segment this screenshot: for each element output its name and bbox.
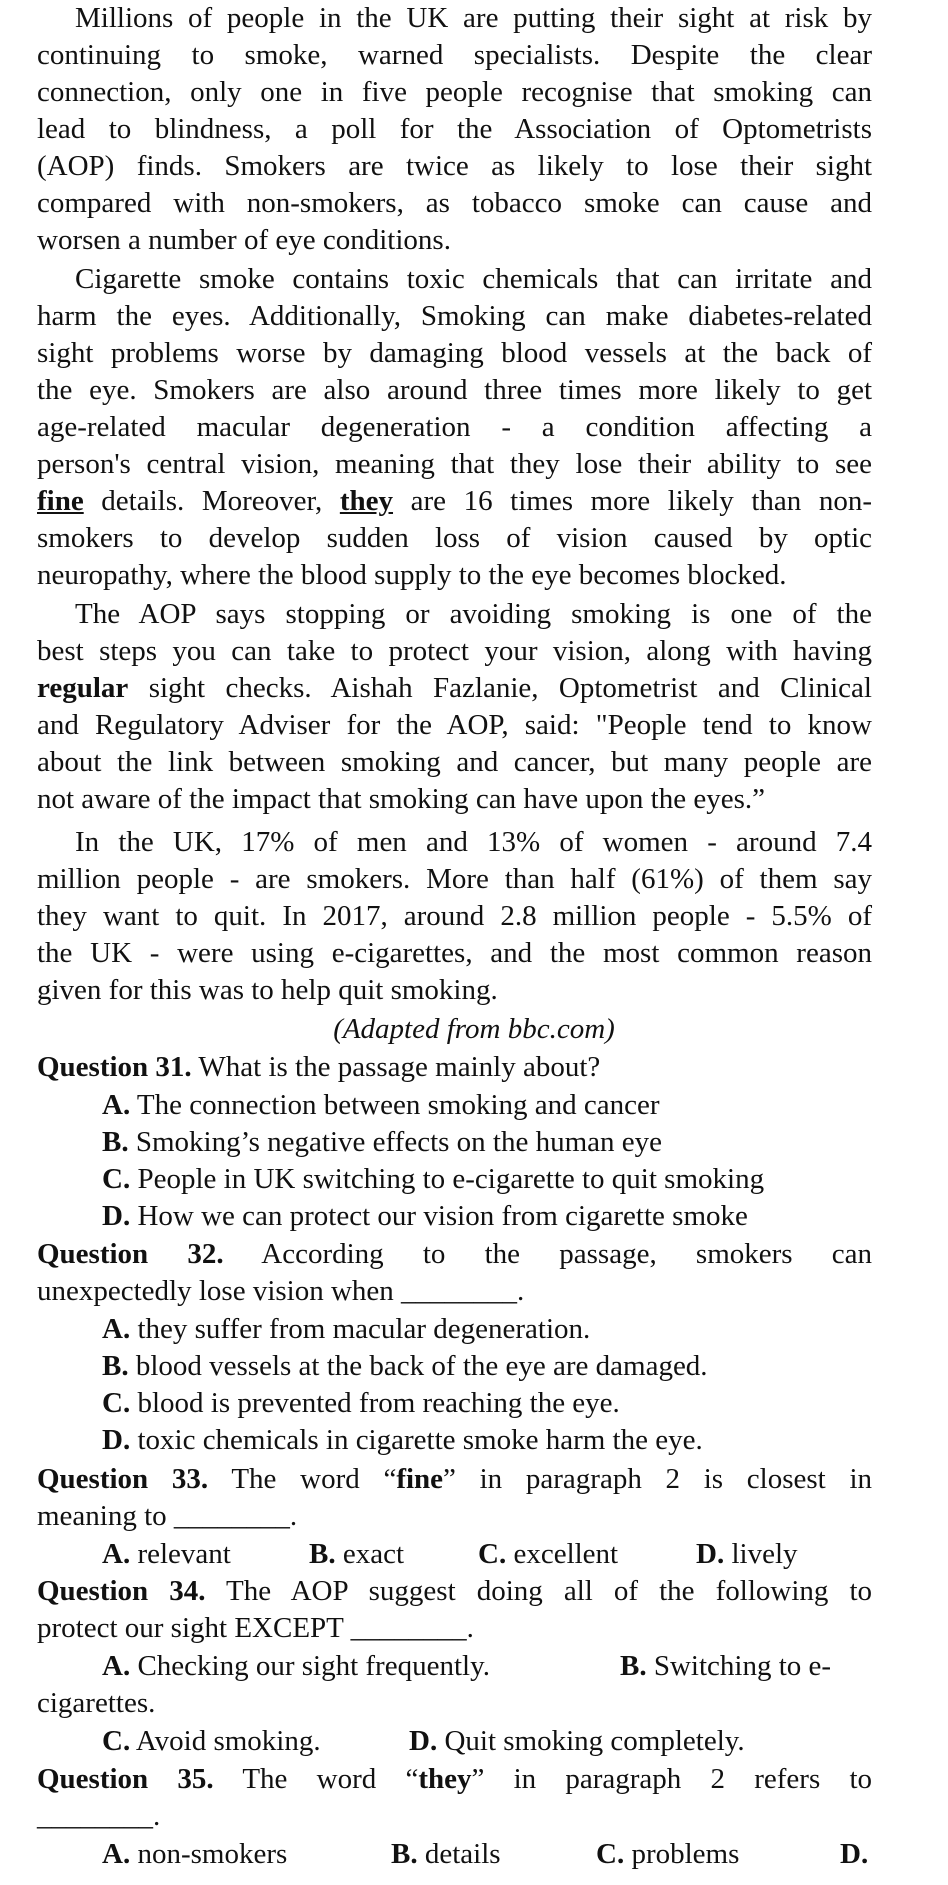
option-b: [102, 1348, 872, 1385]
question-stem: The word “: [208, 1463, 397, 1495]
question-stem: According to the passage, smokers can: [223, 1238, 873, 1270]
passage-line: In the UK, 17% of men and 13% of women - around 7.4: [75, 826, 872, 858]
question-stem-line: ________.: [37, 1800, 161, 1832]
question-35: [37, 1761, 872, 1798]
option-text: The connection between smoking and cancer: [130, 1089, 660, 1121]
passage-line: best steps you can take to protect your vision, along with having: [37, 635, 872, 667]
option-letter: A.: [102, 1838, 131, 1870]
passage-line: they want to quit. In 2017, around 2.8 million people - 5.5% of: [37, 900, 872, 932]
passage-line: the eye. Smokers are also around three times more likely to get: [37, 374, 872, 406]
word-regular: regular: [37, 672, 129, 704]
option-text: blood vessels at the back of the eye are damaged.: [128, 1350, 708, 1382]
option-a: [102, 1648, 490, 1685]
passage-line: given for this was to help quit smoking.: [37, 974, 498, 1006]
option-text: Quit smoking completely.: [437, 1725, 745, 1757]
question-label: Question 33.: [37, 1463, 209, 1495]
passage-line: not aware of the impact that smoking can have upon the eyes.”: [37, 783, 765, 815]
passage-line: person's central vision, meaning that they lose their ability to see: [37, 448, 872, 480]
text-span: are 16 times more likely than non-: [393, 485, 872, 517]
question-33: [37, 1461, 872, 1498]
option-letter: D.: [102, 1424, 131, 1456]
option-text: lively: [724, 1538, 798, 1570]
option-a: [102, 1311, 872, 1348]
question-label: Question 34.: [37, 1575, 206, 1607]
passage-line: neuropathy, where the blood supply to the eye becomes blocked.: [37, 559, 787, 591]
passage-line: and Regulatory Adviser for the AOP, said: "People tend to know: [37, 709, 872, 741]
option-a: [102, 1536, 231, 1573]
option-letter: A.: [102, 1650, 131, 1682]
question-stem: ” in paragraph 2 is closest in: [443, 1463, 872, 1495]
option-text: problems: [624, 1838, 740, 1870]
option-text: exact: [335, 1538, 405, 1570]
option-b: [309, 1536, 404, 1573]
option-letter: B.: [102, 1126, 129, 1158]
question-34: [37, 1573, 872, 1610]
question-label: Question 35.: [37, 1763, 214, 1795]
option-letter: B.: [620, 1650, 647, 1682]
question-stem: The AOP suggest doing all of the following to: [205, 1575, 873, 1607]
option-text: details: [417, 1838, 501, 1870]
passage-line: lead to blindness, a poll for the Association of Optometrists: [37, 113, 872, 145]
passage-line: The AOP says stopping or avoiding smoking is one of the: [75, 598, 872, 630]
options-row: [102, 1836, 872, 1873]
option-text: relevant: [130, 1538, 231, 1570]
option-c: [596, 1836, 739, 1873]
question-31: [37, 1049, 872, 1086]
option-c: [102, 1161, 872, 1198]
option-letter: C.: [102, 1725, 131, 1757]
question-label: Question 32.: [37, 1238, 224, 1270]
passage-line: continuing to smoke, warned specialists. Despite the clear: [37, 39, 872, 71]
question-32: [37, 1236, 872, 1273]
option-text: Smoking’s negative effects on the human eye: [128, 1126, 663, 1158]
question-stem: ” in paragraph 2 refers to: [471, 1763, 872, 1795]
passage-line: harm the eyes. Additionally, Smoking can make diabetes-related: [37, 300, 872, 332]
option-letter: A.: [102, 1313, 131, 1345]
option-d: [696, 1536, 798, 1573]
question-stem: The word “: [213, 1763, 419, 1795]
option-letter: D.: [409, 1725, 438, 1757]
option-text: blood is prevented from reaching the eye.: [130, 1387, 620, 1419]
option-b: [102, 1124, 872, 1161]
option-letter: B.: [391, 1838, 418, 1870]
option-d: [840, 1836, 868, 1873]
option-b: [620, 1648, 831, 1685]
source-citation: (Adapted from bbc.com): [333, 1013, 615, 1045]
option-b-continued: cigarettes.: [37, 1687, 156, 1719]
word-fine: fine: [37, 485, 84, 517]
options-row: [102, 1536, 872, 1573]
option-c: [102, 1385, 872, 1422]
option-letter: C.: [102, 1387, 131, 1419]
text-span: details. Moreover,: [83, 485, 340, 517]
option-letter: C.: [102, 1163, 131, 1195]
passage-line: [37, 670, 872, 707]
passage-line: the UK - were using e-cigarettes, and the most common reason: [37, 937, 872, 969]
passage-line: (AOP) finds. Smokers are twice as likely to lose their sight: [37, 150, 872, 182]
passage-line: Millions of people in the UK are putting their sight at risk by: [75, 2, 872, 34]
option-text: Avoid smoking.: [130, 1725, 321, 1757]
passage-line: compared with non-smokers, as tobacco smoke can cause and: [37, 187, 872, 219]
option-letter: D.: [102, 1200, 131, 1232]
question-stem-line: protect our sight EXCEPT ________.: [37, 1612, 474, 1644]
quoted-word: fine: [396, 1463, 444, 1495]
option-letter: B.: [102, 1350, 129, 1382]
passage-line: sight problems worse by damaging blood vessels at the back of: [37, 337, 872, 369]
passage-line: age-related macular degeneration - a condition affecting a: [37, 411, 872, 443]
option-c: [102, 1723, 321, 1760]
option-text: toxic chemicals in cigarette smoke harm the eye.: [130, 1424, 703, 1456]
option-c: [478, 1536, 618, 1573]
option-text: Switching to e-: [646, 1650, 832, 1682]
option-text: excellent: [506, 1538, 619, 1570]
option-a: [102, 1836, 287, 1873]
option-letter: B.: [309, 1538, 336, 1570]
option-letter: C.: [596, 1838, 625, 1870]
option-letter: A.: [102, 1538, 131, 1570]
option-text: How we can protect our vision from cigarette smoke: [130, 1200, 748, 1232]
option-d: [409, 1723, 745, 1760]
option-letter: A.: [102, 1089, 131, 1121]
option-text: they suffer from macular degeneration.: [130, 1313, 591, 1345]
passage-line: smokers to develop sudden loss of vision caused by optic: [37, 522, 872, 554]
passage-line: about the link between smoking and cancer, but many people are: [37, 746, 872, 778]
quoted-word: they: [418, 1763, 472, 1795]
option-text: People in UK switching to e-cigarette to quit smoking: [130, 1163, 765, 1195]
passage-line: Cigarette smoke contains toxic chemicals that can irritate and: [75, 263, 872, 295]
options-row: [102, 1723, 872, 1760]
options-row: [102, 1648, 872, 1685]
passage-line: million people - are smokers. More than half (61%) of them say: [37, 863, 872, 895]
option-letter: C.: [478, 1538, 507, 1570]
question-stem-line: meaning to ________.: [37, 1500, 298, 1532]
option-letter: D.: [840, 1838, 869, 1870]
option-d: [102, 1422, 872, 1459]
passage-line: [37, 483, 872, 520]
question-stem: What is the passage mainly about?: [191, 1051, 601, 1083]
passage-line: connection, only one in five people recognise that smoking can: [37, 76, 872, 108]
option-letter: D.: [696, 1538, 725, 1570]
option-text: non-smokers: [130, 1838, 288, 1870]
passage-line: worsen a number of eye conditions.: [37, 224, 451, 256]
text-span: sight checks. Aishah Fazlanie, Optometrist and Clinical: [128, 672, 872, 704]
option-b: [391, 1836, 501, 1873]
option-a: [102, 1087, 872, 1124]
word-they: they: [339, 485, 394, 517]
option-d: [102, 1198, 872, 1235]
option-text: Checking our sight frequently.: [130, 1650, 490, 1682]
question-label: Question 31.: [37, 1051, 192, 1083]
question-stem-line: unexpectedly lose vision when ________.: [37, 1275, 525, 1307]
